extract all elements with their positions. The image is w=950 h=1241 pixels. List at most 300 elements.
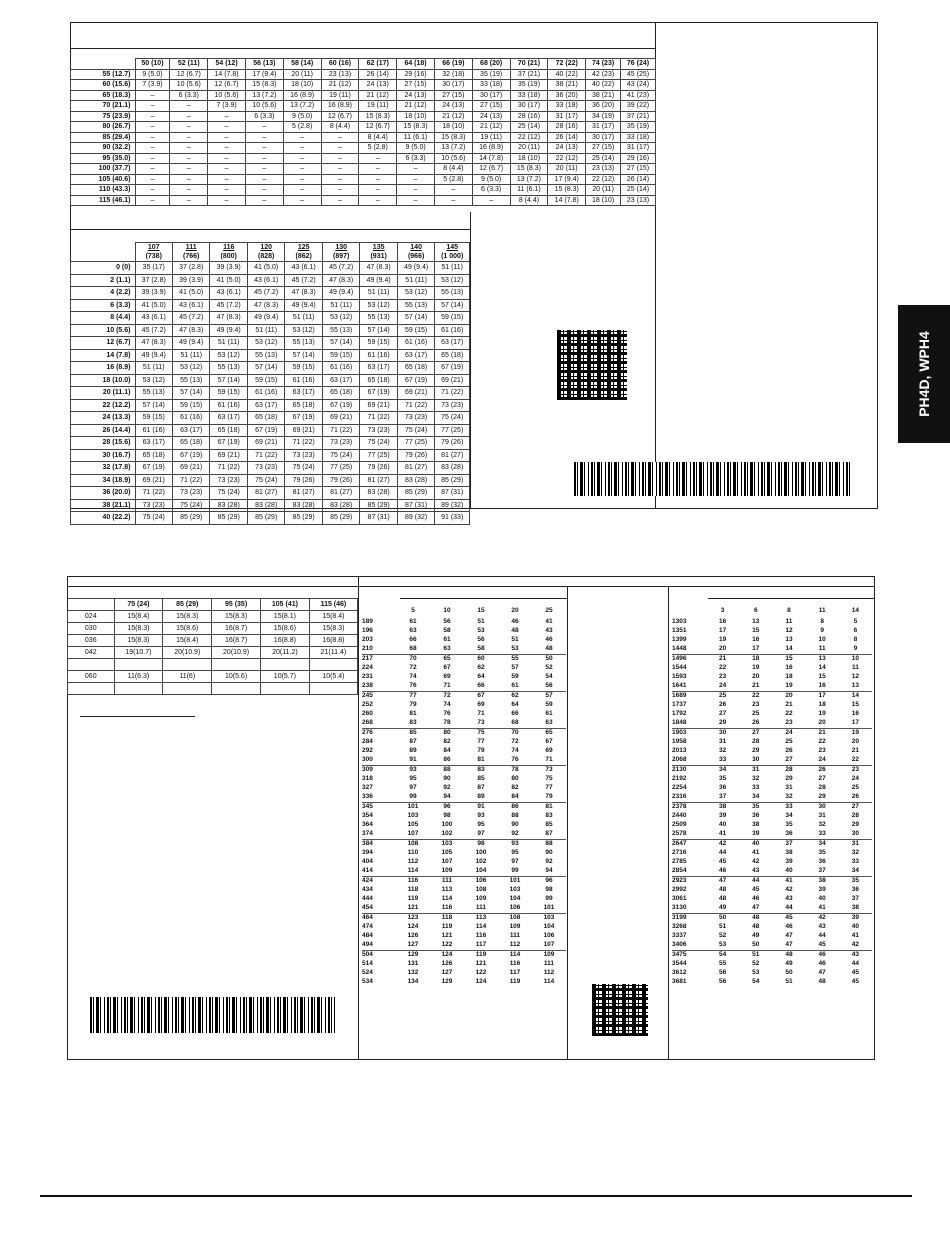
table-row [68,671,358,683]
table-cell: 31 [718,738,727,746]
table-cell: 15(8.1) [260,611,309,623]
corner-cell [68,599,115,611]
table-cell: – [434,185,472,196]
table-cell: 43 [752,867,760,875]
table-cell: 11(6) [163,671,212,683]
table-cell: 15(8.3) [309,623,357,635]
table-row [672,932,872,941]
column-header: 74 (23) [586,59,621,70]
table-cell: 23 [818,747,826,755]
table-cell: 37 [718,793,727,801]
table-cell: 71 (22) [397,399,434,412]
table-cell: 21 [752,682,760,690]
table-cell: 61 (16) [397,337,434,350]
table-cell: – [170,195,208,206]
table-row [672,775,872,784]
table-cell: 15(8.6) [260,623,309,635]
table-cell: 81 (27) [360,474,397,487]
table-row [362,710,566,719]
table-cell: – [170,143,208,154]
table-cell: 95 [409,775,417,783]
table-row [672,951,872,961]
row-label: 3475 [672,951,706,961]
table-cell: – [321,195,359,206]
row-label: 55 (12.7) [71,69,136,80]
table-b-right-rule [470,212,471,509]
table-cell: 55 (13) [247,349,284,362]
table-cell: 107 [441,858,453,866]
table-cell: 25 [706,692,739,702]
row-label: 6 (3.3) [71,299,136,312]
table-cell: 27 [818,775,826,783]
row-label: 80 (26.7) [71,122,136,133]
table-cell: 73 (23) [285,449,322,462]
table-row-spacer [68,683,358,695]
table-cell: 49 (9.4) [135,349,172,362]
table-e-rule [708,598,875,599]
table-cell: 14 (7.8) [208,69,246,80]
table-cell: 28 [851,812,859,820]
table-row [362,627,566,636]
table-cell: 18 [785,673,793,681]
row-label: 300 [362,756,373,764]
table-cell: 87 [477,784,485,792]
table-cell: 6 (3.3) [472,185,510,196]
table-cell: – [245,185,283,196]
table-cell: 25 [785,738,793,746]
table-cell: 34 [752,793,760,801]
table-cell: 112 [407,858,419,866]
table-cell: – [397,164,435,175]
table-cell: 81 (27) [285,487,322,500]
empty-cell [68,683,115,695]
table-row [68,623,358,635]
table-cell: 47 (8.3) [322,274,359,287]
table-cell: 114 [441,895,453,903]
table-cell: 118 [430,914,464,924]
column-header: 62 (17) [359,59,397,70]
table-cell: 81 (27) [247,487,284,500]
table-cell: 32 [851,849,859,857]
table-cell: 59 (15) [172,399,209,412]
table-cell: 59 (15) [397,324,434,337]
table-cell: 49 (9.4) [285,299,322,312]
table-cell: 117 [475,941,487,949]
table-cell: 24 (13) [548,143,586,154]
table-cell: 121 [407,904,419,912]
table-cell: 60 [464,655,498,665]
table-cell: 28 [818,784,826,792]
table-cell: 38 [851,904,859,912]
table-cell: 15(8.3) [114,623,163,635]
row-label: 189 [362,618,373,626]
table-cell: 81 [532,803,566,813]
table-cell: 44 [851,960,859,968]
table-cell: 12 (6.7) [208,80,246,91]
table-cell: 11 [851,664,859,672]
row-label: 309 [362,766,396,776]
table-cell: 98 [443,812,451,820]
pressure-table-d [362,604,566,987]
table-cell: 16(8.7) [212,635,261,647]
table-cell: 61 (16) [135,424,172,437]
table-cell: 79 (26) [360,462,397,475]
row-label: 12 (6.7) [71,337,136,350]
table-cell: – [208,122,246,133]
table-cell: 44 [718,849,727,857]
table-cell: 39 [818,886,826,894]
table-cell: 40 (22) [548,69,586,80]
table-cell: 43 (24) [621,80,656,91]
table-cell: 43 (6.1) [285,262,322,275]
table-cell: 44 [785,904,793,912]
row-label: 2068 [672,756,687,764]
row-label: 2440 [672,812,687,820]
column-header: 8 [787,606,791,614]
table-cell: 39 [785,858,793,866]
table-cell: 69 (21) [397,387,434,400]
table-cell: 50 [752,941,760,949]
table-cell: – [135,164,170,175]
table-row [71,412,470,425]
table-row [672,664,872,673]
table-cell: 17 [752,645,760,653]
table-cell: 51 (11) [435,262,470,275]
table-cell: 41 [818,904,826,912]
table-cell: 63 [443,645,451,653]
table-cell: 51 (11) [322,299,359,312]
table-cell: 89 [409,747,417,755]
table-cell: 57 (14) [210,374,247,387]
table-cell: 28 (16) [548,122,586,133]
table-cell: – [135,101,170,112]
row-label: 464 [362,914,396,924]
table-cell: 59 [545,701,553,709]
table-cell: 35 [818,849,826,857]
table-cell: – [135,90,170,101]
table-row [71,262,470,275]
table-cell: 56 [718,969,727,977]
table-row [71,69,656,80]
table-cell: – [245,122,283,133]
column-header [285,243,322,262]
table-cell: 5 (2.8) [434,174,472,185]
table-cell: 47 (8.3) [285,287,322,300]
table-cell: 89 (32) [435,499,470,512]
table-cell: 28 (16) [510,111,548,122]
table-cell: 33 (18) [472,80,510,91]
table-cell: 67 [464,692,498,702]
table-row [362,784,566,793]
row-label: 224 [362,664,373,672]
row-label: 1496 [672,655,706,665]
table-cell: 69 (21) [360,399,397,412]
table-cell: 72 [409,664,417,672]
table-cell: 92 [545,858,553,866]
table-cell: 65 [532,729,566,739]
table-cell: 98 [545,886,553,894]
table-cell: 83 [545,812,553,820]
table-cell: 77 [545,784,553,792]
column-header: 105 (41) [260,599,309,611]
row-label: 1448 [672,645,687,653]
table-cell: 37 (2.8) [172,262,209,275]
table-cell: 41 [851,932,859,940]
empty-cell [260,659,309,671]
table-cell: 17 (9.4) [548,174,586,185]
corner-cell [71,243,136,262]
table-row [672,812,872,821]
table-cell: 13 [806,655,839,665]
row-label: 424 [362,877,396,887]
table-cell: 91 [409,756,417,764]
table-cell: 16(8.8) [309,635,357,647]
column-header-metric: (862) [295,253,312,260]
note-rule [80,716,195,717]
table-cell: 46 [806,951,839,961]
table-cell: 73 (23) [210,474,247,487]
table-cell: 85 (29) [322,512,359,525]
table-cell: 59 (15) [435,312,470,325]
table-row [672,756,872,766]
table-cell: 18 (10) [283,80,321,91]
row-label: 24 (13.3) [71,412,136,425]
table-cell: 15 [772,655,805,665]
row-label: 203 [362,636,373,644]
column-header-metric: (1 000) [441,253,464,260]
table-row [71,195,656,206]
table-cell: 27 [785,756,793,764]
table-row [362,664,566,673]
row-label: 4 (2.2) [71,287,136,300]
row-label: 276 [362,729,396,739]
table-cell: 67 (19) [247,424,284,437]
table-cell: 16(8.8) [260,635,309,647]
table-d-right-rule [567,586,568,1060]
table-cell: 132 [407,969,419,977]
table-cell: 65 (18) [435,349,470,362]
table-cell: 16 [851,710,859,718]
table-cell: 87 (31) [360,512,397,525]
table-cell: 68 [511,719,519,727]
table-cell: – [245,143,283,154]
row-label: 1399 [672,636,687,644]
table-cell: 32 [785,793,793,801]
table-cell: 59 (15) [360,337,397,350]
table-cell: 25 (14) [621,185,656,196]
row-label: 374 [362,830,373,838]
table-cell: 68 [409,645,417,653]
table-cell: 26 (14) [359,69,397,80]
column-header: 3 [720,606,725,614]
row-label: 514 [362,960,373,968]
table-cell: 31 [739,766,772,776]
table-row [362,645,566,655]
table-cell: 10 (5.6) [245,101,283,112]
row-label: 2785 [672,858,687,866]
table-cell: – [208,153,246,164]
table-cell: 63 (17) [360,362,397,375]
table-cell: 46 [752,895,760,903]
table-cell: – [321,174,359,185]
table-row [362,932,566,941]
row-label: 75 (23.9) [71,111,136,122]
table-row [672,821,872,830]
table-cell: 18 (10) [510,153,548,164]
table-cell: – [135,153,170,164]
table-cell: 101 [498,877,532,887]
table-cell: 35 (19) [472,69,510,80]
table-cell: 114 [475,923,487,931]
table-cell: – [135,122,170,133]
table-cell: 11 [785,618,793,626]
table-e-left-rule [668,586,669,1060]
row-label: 100 (37.7) [71,164,136,175]
table-cell: 73 (23) [322,437,359,450]
table-cell: 36 (20) [548,90,586,101]
table-cell: 95 [511,849,519,857]
table-cell: 14 [785,645,793,653]
row-label: 231 [362,673,373,681]
row-label: 1737 [672,701,687,709]
table-cell: – [321,143,359,154]
table-cell: 80 [430,729,464,739]
table-cell: 47 [785,932,793,940]
table-cell: 86 [443,756,451,764]
table-cell: 61 (16) [247,387,284,400]
table-cell: 51 (11) [247,324,284,337]
table-cell: 52 [718,932,727,940]
table-cell: 38 [752,821,760,829]
table-cell: 104 [543,923,555,931]
table-row [672,636,872,645]
table-cell: 26 [785,747,793,755]
table-row [362,969,566,978]
table-cell: 63 (17) [435,337,470,350]
table-row [672,830,872,840]
table-cell: 71 (22) [135,487,172,500]
table-cell: 20 [851,738,859,746]
table-row [362,941,566,951]
table-cell: 96 [430,803,464,813]
table-cell: 25 [851,784,859,792]
table-cell: 73 (23) [360,424,397,437]
empty-cell [260,683,309,695]
row-label: 1351 [672,627,687,635]
table-cell: – [208,195,246,206]
table-row [71,399,470,412]
table-cell: 54 [545,673,553,681]
table-cell: 30 (17) [586,132,621,143]
top-title-rule [70,48,656,49]
table-cell: 42 [706,840,739,850]
table-cell: 8 (4.4) [359,132,397,143]
table-cell: 48 [545,645,553,653]
row-label: 454 [362,904,373,912]
table-row [672,618,872,627]
column-header [322,243,359,262]
table-row [362,729,566,739]
table-cell: 13 [785,636,793,644]
row-label: 364 [362,821,373,829]
row-label: 2647 [672,840,706,850]
table-cell: 75 (24) [247,474,284,487]
table-cell: 97 [409,784,417,792]
table-cell: 61 [409,618,417,626]
table-cell: 50 [532,655,566,665]
table-cell: 45 (7.2) [247,287,284,300]
table-row [672,960,872,969]
table-row [672,645,872,655]
table-cell: 14 [839,692,872,702]
table-cell: 113 [464,914,498,924]
table-cell: 85 (29) [285,512,322,525]
table-cell: 19 (11) [472,132,510,143]
table-cell: 61 (16) [172,412,209,425]
table-cell: 61 (16) [322,362,359,375]
empty-cell [309,659,357,671]
row-label: 524 [362,969,373,977]
table-cell: 16 (8.9) [321,101,359,112]
table-cell: 127 [441,969,453,977]
table-cell: 116 [441,904,453,912]
table-cell: 55 (13) [435,287,470,300]
table-cell: 20 [818,719,826,727]
table-cell: – [170,153,208,164]
table-cell: 33 [851,858,859,866]
model-table-c [67,598,358,695]
table-cell: – [283,174,321,185]
table-cell: 23 [839,766,872,776]
table-row [672,710,872,719]
table-cell: 51 [718,923,727,931]
table-row [672,849,872,858]
table-cell: 53 (12) [285,324,322,337]
row-label: 336 [362,793,373,801]
table-row [71,374,470,387]
table-cell: 76 [443,710,451,718]
table-cell: 34 (19) [586,111,621,122]
table-cell: 59 (15) [285,362,322,375]
table-cell: 67 (19) [135,462,172,475]
row-label: 2316 [672,793,687,801]
table-cell: 64 [511,701,519,709]
row-label: 115 (46.1) [71,195,136,206]
table-row [672,914,872,924]
table-cell: 116 [475,932,487,940]
table-cell: 69 (21) [285,424,322,437]
table-cell: 14 [818,664,826,672]
table-cell: – [397,174,435,185]
table-cell: 75 (24) [322,449,359,462]
table-cell: 91 [464,803,498,813]
table-cell: 79 (26) [285,474,322,487]
table-cell: 85 [396,729,430,739]
table-cell: 16(8.7) [212,623,261,635]
table-cell: 19 [752,664,760,672]
table-cell: 83 (28) [285,499,322,512]
table-cell: 7 (3.9) [135,80,170,91]
table-cell: 54 [706,951,739,961]
table-cell: 6 (3.3) [170,90,208,101]
table-cell: 55 [498,655,532,665]
row-label: 1903 [672,729,706,739]
table-cell: 38 [806,877,839,887]
table-cell: 41 [545,618,553,626]
table-cell: 48 [739,914,772,924]
table-cell: 12 (6.7) [472,164,510,175]
table-cell: 55 (13) [360,312,397,325]
